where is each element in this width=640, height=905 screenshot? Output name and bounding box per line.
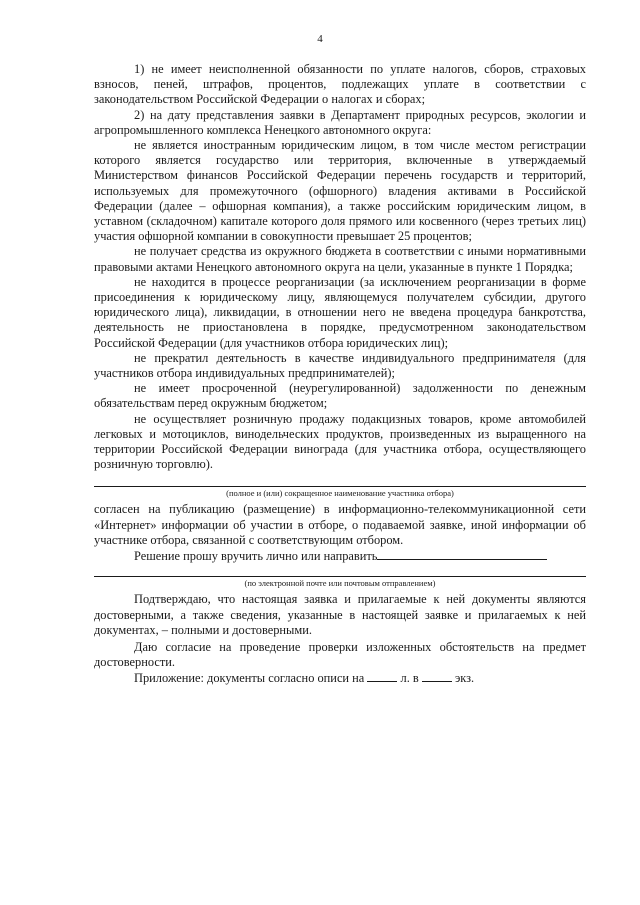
confirmation-paragraph: Подтверждаю, что настоящая заявка и прилагаемые к ней документы являются достоверными, а также сведения, указанные в настоящей заявке и прилагаемых к ней документах, – полными и достоверными. [94, 592, 586, 637]
page-number: 4 [317, 33, 323, 45]
clause-excise: не осуществляет розничную продажу подакцизных товаров, кроме автомобилей легковых и мотоциклов, винодельческих продуктов, произведенных из выращенного на территории Российской Федерации винограда (для участника отбора, осуществляющего розничную торговлю). [94, 411, 586, 472]
clause-2: 2) на дату представления заявки в Департамент природных ресурсов, экологии и агропромышленного комплекса Ненецкого автономного округа: [94, 107, 586, 137]
appendix-sheets-label: л. в [400, 671, 419, 686]
clause-reorganization: не находится в процессе реорганизации (за исключением реорганизации в форме присоединения к юридическому лицу, являющемуся получателем субсидии, другого юридического лица), ликвидации, в отношении него не введена процедура банкротства, деятельность не приостановлена в порядке, предусмотренном законодательством Российской Федерации (для участников отбора юридических лиц); [94, 274, 586, 350]
sheets-count-blank[interactable] [367, 670, 397, 682]
decision-label: Решение прошу вручить лично или направить [134, 549, 378, 564]
participant-caption: (полное и (или) сокращенное наименование участника отбора) [226, 488, 454, 499]
delivery-method-line[interactable] [94, 576, 586, 577]
appendix-prefix: Приложение: документы согласно описи на [134, 671, 365, 686]
verification-consent-paragraph: Даю согласие на проведение проверки изложенных обстоятельств на предмет достоверности. [94, 639, 586, 670]
clause-offshore: не является иностранным юридическим лицом, в том числе местом регистрации которого является государство или территория, включенные в утверждаемый Министерством финансов Российской Федерации перечень государств и территорий, используемых для промежуточного (офшорного) владения активами в Российской Федерации (далее – офшорная компания), а также российским юридическим лицом, в уставном (складочном) капитале которого доля прямого или косвенного (через третьих лиц) участия офшорной компании в совокупности превышает 25 процентов; [94, 138, 586, 244]
appendix-row [94, 670, 586, 686]
clause-1: 1) не имеет неисполненной обязанности по уплате налогов, сборов, страховых взносов, пеней, штрафов, процентов, подлежащих уплате в соответствии с законодательством Российской Федерации о налогах и сборах; [94, 62, 586, 107]
consent-paragraph: согласен на публикацию (размещение) в информационно-телекоммуникационной сети «Интернет» информации об участии в отборе, о подаваемой заявке, иной информации об участнике отбора, связанной с соответствующим отбором. [94, 502, 586, 547]
clause-debt: не имеет просроченной (неурегулированной) задолженности по денежным обязательствам перед окружным бюджетом; [94, 381, 586, 411]
document-body [94, 62, 586, 687]
participant-name-line[interactable] [94, 486, 586, 487]
delivery-caption: (по электронной почте или почтовым отправлением) [244, 578, 436, 589]
copies-count-blank[interactable] [422, 670, 452, 682]
decision-blank[interactable] [377, 548, 547, 560]
appendix-copies-label: экз. [454, 671, 475, 686]
decision-row [94, 548, 586, 564]
clause-entrepreneur: не прекратил деятельность в качестве индивидуального предпринимателя (для участников отбора индивидуальных предпринимателей); [94, 350, 586, 381]
clause-budget: не получает средства из окружного бюджета в соответствии с иными нормативными правовыми актами Ненецкого автономного округа на цели, указанные в пункте 1 Порядка; [94, 244, 586, 274]
